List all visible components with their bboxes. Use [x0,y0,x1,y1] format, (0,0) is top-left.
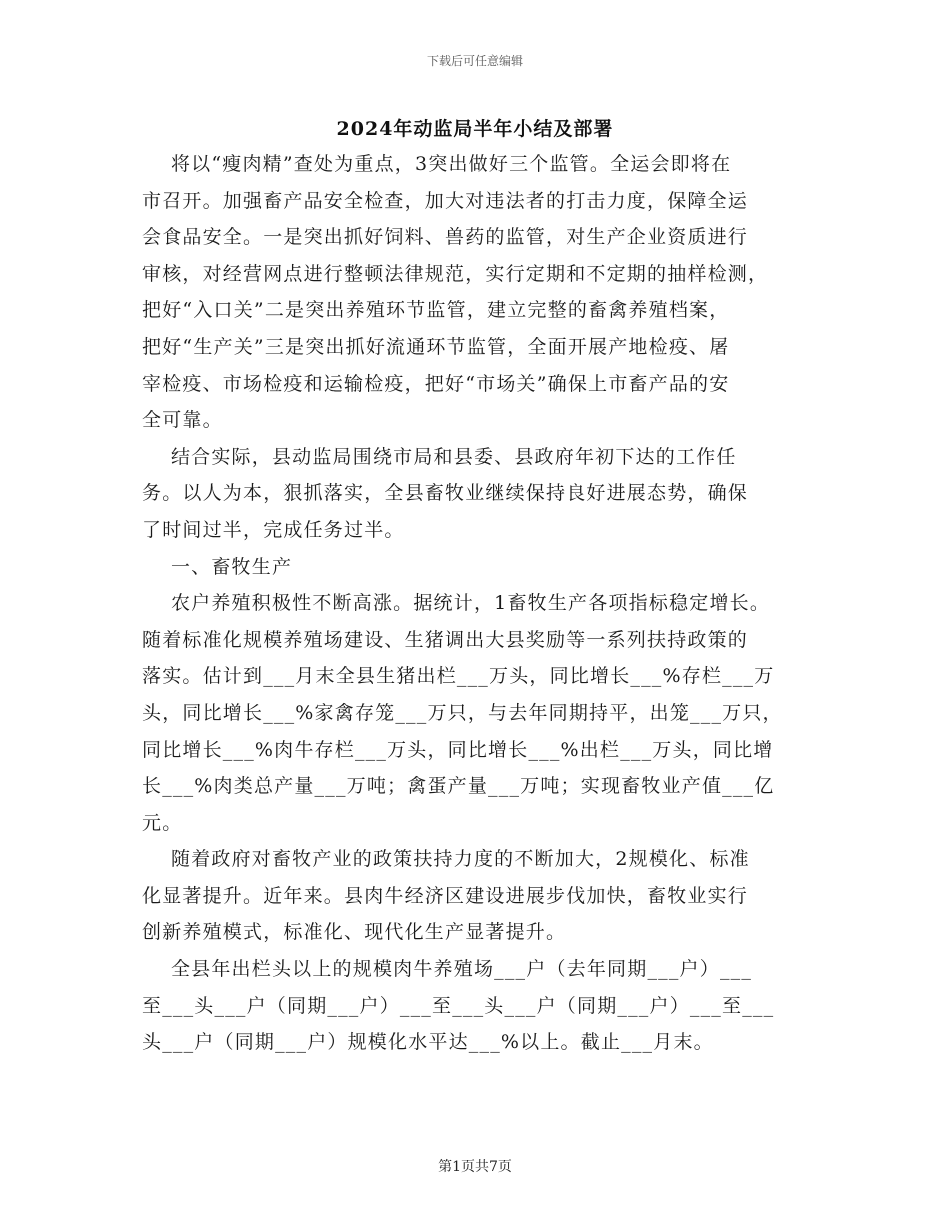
text-line: 头___户（同期___户）规模化水平达___%以上。截止___月末。 [142,1031,714,1054]
text-line: 了时间过半，完成任务过半。 [142,518,405,541]
text-line: 至___头___户（同期___户）___至___头___户（同期___户）___至___ [142,994,775,1017]
document-body [142,146,832,1061]
text-line: 长___%肉类总产量___万吨；禽蛋产量___万吨；实现畜牧业产值___亿 [142,775,775,798]
page-header-note: 下载后可任意编辑 [426,54,523,68]
text-line: 随着政府对畜牧产业的政策扶持力度的不断加大，2规模化、标准 [142,848,750,871]
text-line: 落实。估计到___月末全县生猪出栏___万头，同比增长___%存栏___万 [142,665,775,688]
text-line: 审核，对经营网点进行整顿法律规范，实行定期和不定期的抽样检测， [142,262,769,285]
paragraph [142,951,832,1061]
paragraph [142,841,832,951]
text-line: 把好“入口关”二是突出养殖环节监管，建立完整的畜禽养殖档案， [142,299,730,322]
text-line: 会食品安全。一是突出抓好饲料、兽药的监管，对生产企业资质进行 [142,226,749,249]
page-number: 第1页共7页 [438,1159,512,1175]
text-line: 同比增长___%肉牛存栏___万头，同比增长___%出栏___万头，同比增 [142,738,774,761]
text-line: 结合实际，县动监局围绕市局和县委、县政府年初下达的工作任 [142,445,737,468]
text-line: 全县年出栏头以上的规模肉牛养殖场___户（去年同期___户）___ [142,958,753,981]
paragraph [142,439,832,549]
text-line: 一、畜牧生产 [142,555,293,578]
text-line: 把好“生产关”三是突出抓好流通环节监管，全面开展产地检疫、屠 [142,335,730,358]
text-line: 全可靠。 [142,409,223,432]
text-line: 市召开。加强畜产品安全检查，加大对违法者的打击力度，保障全运 [142,189,749,212]
text-line: 创新养殖模式，标准化、现代化生产显著提升。 [142,921,567,944]
text-line: 务。以人为本，狠抓落实，全县畜牧业继续保持良好进展态势，确保 [142,482,749,505]
text-line: 元。 [142,811,183,834]
text-line: 农户养殖积极性不断高涨。据统计，1畜牧生产各项指标稳定增长。 [142,592,771,615]
paragraph [142,549,832,586]
text-line: 宰检疫、市场检疫和运输检疫，把好“市场关”确保上市畜产品的安 [142,372,730,395]
text-line: 随着标准化规模养殖场建设、生猪调出大县奖励等一系列扶持政策的 [142,628,749,651]
text-line: 将以“瘦肉精”查处为重点，3突出做好三个监管。全运会即将在 [142,153,732,175]
paragraph [142,146,832,439]
text-line: 化显著提升。近年来。县肉牛经济区建设进展步伐加快，畜牧业实行 [142,884,749,907]
document-title: 2024年动监局半年小结及部署 [336,118,614,140]
text-line: 头，同比增长___%家禽存笼___万只，与去年同期持平，出笼___万只， [142,701,783,724]
paragraph [142,585,832,841]
